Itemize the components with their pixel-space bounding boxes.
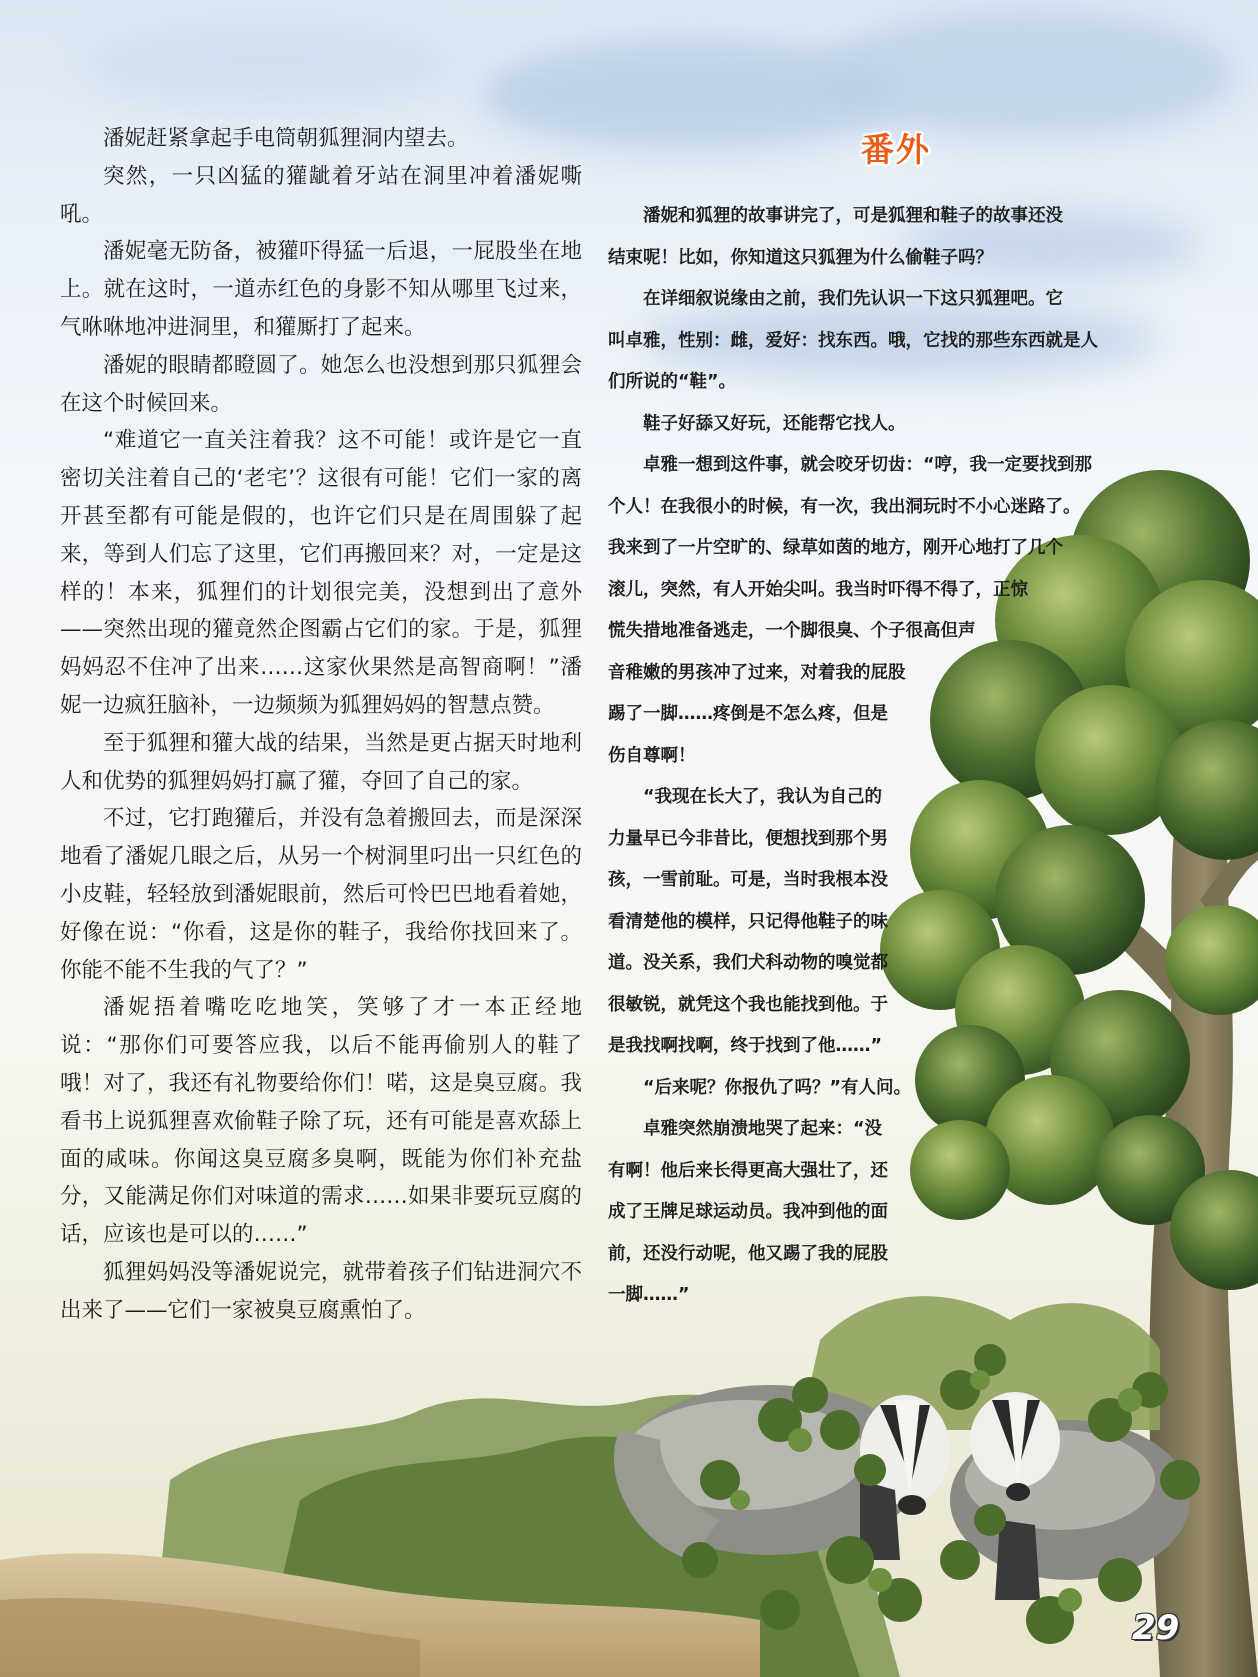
extra-line: 卓雅一想到这件事，就会咬牙切齿：“哼，我一定要找到那 <box>643 455 1092 475</box>
extra-line: 是我找啊找啊，终于找到了他……” <box>608 1036 883 1056</box>
extra-paragraph <box>608 279 1128 404</box>
extra-paragraph <box>608 404 1128 446</box>
story-paragraph: “难道它一直关注着我？这不可能！或许是它一直密切关注着自己的‘老宅’？这很有可能！它们一家的离开甚至都有可能是假的，也许它们只是在周围躲了起来，等到人们忘了这里，它们再搬回来？对，一定是这样的！本来，狐狸们的计划很完美，没想到出了意外——突然出现的獾竟然企图霸占它们的家。于是，狐狸妈妈忍不住冲了出来……这家伙果然是高智商啊！”潘妮一边疯狂脑补，一边频频为狐狸妈妈的智慧点赞。 <box>60 428 582 718</box>
extra-line: 我来到了一片空旷的、绿草如茵的地方，刚开心地打了几个 <box>608 538 1063 558</box>
extra-column <box>608 196 1128 1317</box>
extra-section-title: 番外 <box>861 130 931 169</box>
extra-line: “后来呢？你报仇了吗？”有人问。 <box>643 1077 912 1098</box>
extra-line: 结束呢！比如，你知道这只狐狸为什么偷鞋子吗？ <box>608 247 993 268</box>
story-paragraph: 狐狸妈妈没等潘妮说完，就带着孩子们钻进洞穴不出来了——它们一家被臭豆腐熏怕了。 <box>60 1259 582 1323</box>
extra-line: 一脚……” <box>608 1285 690 1305</box>
extra-paragraph <box>608 1068 1128 1110</box>
extra-line: 叫卓雅，性别：雌，爱好：找东西。哦，它找的那些东西就是人 <box>608 330 1098 351</box>
extra-line: 前，还没行动呢，他又踢了我的屁股 <box>608 1243 888 1264</box>
story-paragraph: 潘妮捂着嘴吃吃地笑，笑够了才一本正经地说：“那你们可要答应我，以后不能再偷别人的鞋了哦！对了，我还有礼物要给你们！喏，这是臭豆腐。我看书上说狐狸喜欢偷鞋子除了玩，还有可能是喜欢舔上面的咸味。你闻这臭豆腐多臭啊，既能为你们补充盐分，又能满足你们对味道的需求……如果非要玩豆腐的话，应该也是可以的……” <box>60 995 582 1248</box>
extra-line: 有啊！他后来长得更高大强壮了，还 <box>608 1160 888 1181</box>
story-paragraph: 潘妮的眼睛都瞪圆了。她怎么也没想到那只狐狸会在这个时候回来。 <box>60 352 582 416</box>
extra-line: 很敏锐，就凭这个我也能找到他。于 <box>608 994 888 1015</box>
extra-line: 音稚嫩的男孩冲了过来，对着我的屁股 <box>608 662 906 683</box>
extra-line: 慌失措地准备逃走，一个脚很臭、个子很高但声 <box>608 621 976 641</box>
story-column <box>60 120 582 1330</box>
extra-line: 道。没关系，我们犬科动物的嗅觉都 <box>608 953 888 973</box>
story-paragraph: 不过，它打跑獾后，并没有急着搬回去，而是深深地看了潘妮几眼之后，从另一个树洞里叼出一只红色的小皮鞋，轻轻放到潘妮眼前，然后可怜巴巴地看着她，好像在说：“你看，这是你的鞋子，我给你找回来了。你能不能不生我的气了？” <box>60 806 582 983</box>
extra-paragraph <box>608 777 1128 1068</box>
story-paragraph: 至于狐狸和獾大战的结果，当然是更占据天时地利人和优势的狐狸妈妈打赢了獾，夺回了自己的家。 <box>60 730 582 794</box>
extra-line: 卓雅突然崩溃地哭了起来：“没 <box>643 1119 883 1139</box>
extra-line: 踢了一脚……疼倒是不怎么疼，但是 <box>608 704 888 724</box>
extra-line: 看清楚他的模样，只记得他鞋子的味 <box>608 911 888 932</box>
extra-line: 伤自尊啊！ <box>608 745 696 766</box>
extra-line: 成了王牌足球运动员。我冲到他的面 <box>608 1202 888 1222</box>
extra-paragraph <box>608 445 1128 777</box>
extra-paragraph <box>608 1109 1128 1317</box>
extra-line: “我现在长大了，我认为自己的 <box>643 787 883 807</box>
extra-line: 个人！在我很小的时候，有一次，我出洞玩时不小心迷路了。 <box>608 496 1081 517</box>
extra-line: 们所说的“鞋”。 <box>608 372 737 392</box>
story-paragraph: 突然，一只凶猛的獾龇着牙站在洞里冲着潘妮嘶吼。 <box>60 163 582 227</box>
extra-paragraph <box>608 196 1128 279</box>
extra-line: 力量早已今非昔比，便想找到那个男 <box>608 828 888 849</box>
story-paragraph: 潘妮毫无防备，被獾吓得猛一后退，一屁股坐在地上。就在这时，一道赤红色的身影不知从哪里飞过来，气咻咻地冲进洞里，和獾厮打了起来。 <box>60 239 582 340</box>
extra-line: 潘妮和狐狸的故事讲完了，可是狐狸和鞋子的故事还没 <box>643 206 1063 226</box>
extra-line: 孩，一雪前耻。可是，当时我根本没 <box>608 870 888 890</box>
extra-line: 滚儿，突然，有人开始尖叫。我当时吓得不得了，正惊 <box>608 579 1028 600</box>
page-number: 29 <box>1132 1608 1180 1648</box>
extra-line: 鞋子好舔又好玩，还能帮它找人。 <box>643 413 906 434</box>
extra-line: 在详细叙说缘由之前，我们先认识一下这只狐狸吧。它 <box>643 289 1063 309</box>
story-paragraph: 潘妮赶紧拿起手电筒朝狐狸洞内望去。 <box>103 126 469 151</box>
